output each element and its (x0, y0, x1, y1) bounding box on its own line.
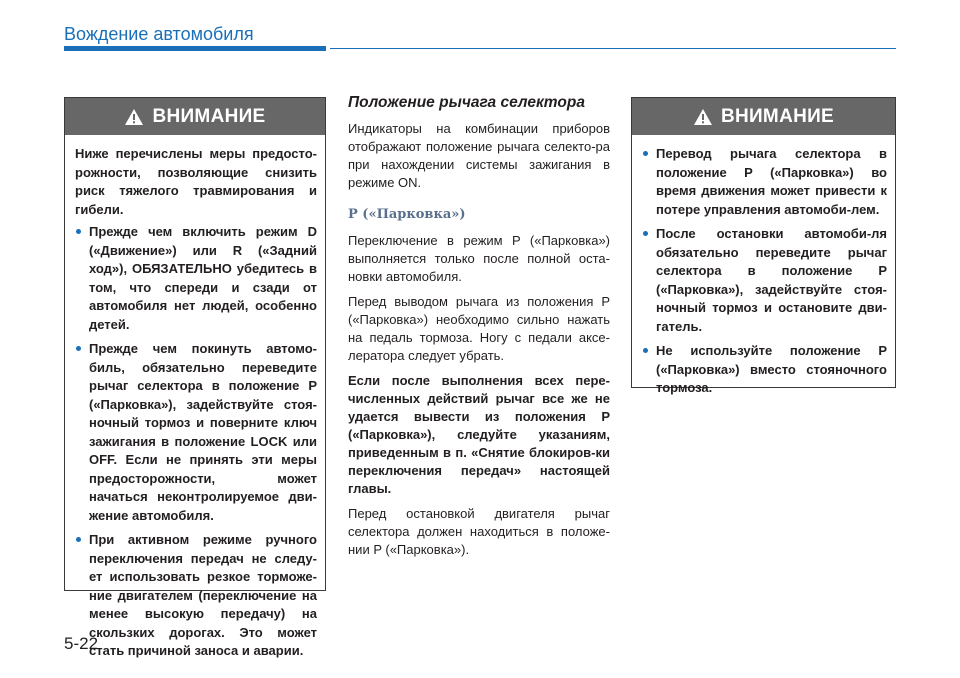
warning-box-right (631, 97, 896, 395)
warning-item: Не используйте положение P («Парковка») вместо стояночного тормоза. (642, 342, 887, 398)
warning-header (65, 98, 325, 135)
warning-item: После остановки автомоби-ля обязательно переведите рычаг селектора в положение P («Парковка»), задействуйте стоя-ночный тормоз и остановите дви-гатель. (642, 225, 887, 336)
paragraph: Переключение в режим P («Парковка») выполняется только после полной оста-новки автомобиля. (348, 233, 610, 284)
warning-triangle-icon (124, 108, 144, 126)
section-header: Вождение автомобиля (64, 24, 254, 44)
warning-item: Прежде чем включить режим D («Движение») или R («Задний ход»), ОБЯЗАТЕЛЬНО убедитесь в том, что спереди и сзади от автомобиля нет людей, особенно детей. (75, 223, 317, 334)
main-text-column (348, 94, 610, 566)
warning-body (65, 135, 325, 661)
warning-body (632, 135, 895, 398)
warning-item: Прежде чем покинуть автомо-биль, обязательно переведите рычаг селектора в положение P («Парковка»), задействуйте стоя-ночный тормоз и поверните ключ зажигания в положение LOCK или OFF. Если не принять эти меры предосторожности, может начаться неконтролируемое дви-жение автомобиля. (75, 340, 317, 525)
bold-paragraph: Если после выполнения всех пере-численных действий рычаг все же не удается вывести из положения P («Парковка»), следуйте указаниям, приведенным в п. «Снятие блокиров-ки переключения передач» настоящей главы. (348, 373, 610, 496)
warning-item: Перевод рычага селектора в положение P («Парковка») во время движения может привести к потере управления автомоби-лем. (642, 145, 887, 219)
page-number: 5-22 (64, 634, 99, 653)
intro-paragraph: Индикаторы на комбинации приборов отображают положение рычага селекто-ра при нахождении системы зажигания в режиме ON. (348, 121, 610, 190)
header-rule-thick (64, 46, 326, 51)
section-title: Положение рычага селектора (348, 94, 585, 111)
warning-intro: Ниже перечислены меры предосто-рожности, позволяющие снизить риск тяжелого травмирования и гибели. (75, 146, 317, 217)
warning-item: При активном режиме ручного переключения передач не следу-ет использовать резкое торможе-ние двигателем (переключение на менее высокую передачу) на скользких дорогах. Это может стать причиной заноса и аварии. (75, 531, 317, 661)
warning-triangle-icon (693, 108, 713, 126)
paragraph: Перед остановкой двигателя рычаг селектора должен находиться в положе-нии P («Парковка»). (348, 506, 610, 557)
warning-title: ВНИМАНИЕ (152, 105, 266, 127)
park-subheading: P («Парковка») (348, 207, 466, 222)
warning-header (632, 98, 895, 135)
warning-list (75, 223, 317, 661)
paragraph: Перед выводом рычага из положения P («Парковка») необходимо сильно нажать на педаль тормоза. Ногу с педали аксе-лератора следует убрать. (348, 294, 610, 363)
warning-list (642, 145, 887, 398)
warning-title: ВНИМАНИЕ (720, 105, 835, 127)
header-rule-thin (330, 48, 896, 49)
